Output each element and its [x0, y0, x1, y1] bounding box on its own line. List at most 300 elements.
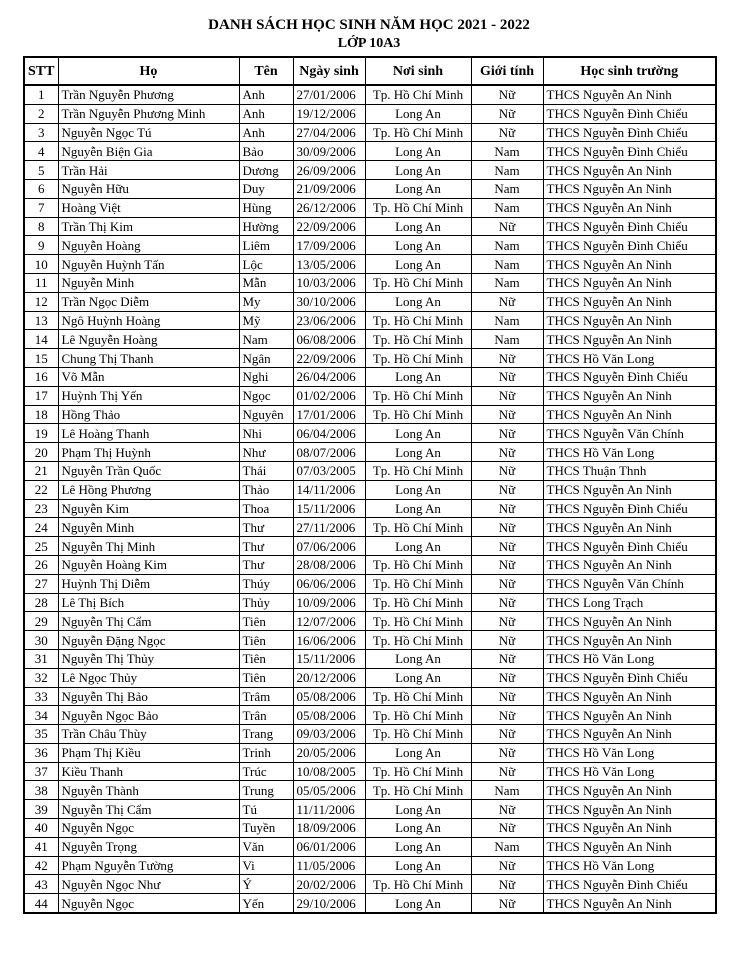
ho-cell: Nguyễn Thị Bảo [58, 687, 239, 706]
ngay-sinh-cell: 06/06/2006 [293, 574, 365, 593]
gioi-tinh-cell: Nam [471, 781, 543, 800]
ten-cell: Nguyên [239, 405, 293, 424]
stt-cell: 7 [24, 198, 58, 217]
ho-cell: Nguyễn Ngọc [58, 819, 239, 838]
column-header-noi-sinh: Nơi sinh [365, 57, 471, 85]
table-row [24, 499, 716, 518]
stt-cell: 14 [24, 330, 58, 349]
ten-cell: Anh [239, 123, 293, 142]
gioi-tinh-cell: Nữ [471, 649, 543, 668]
noi-sinh-cell: Long An [365, 668, 471, 687]
truong-cell: THCS Nguyễn Đình Chiểu [543, 123, 716, 142]
gioi-tinh-cell: Nam [471, 330, 543, 349]
ngay-sinh-cell: 26/09/2006 [293, 161, 365, 180]
ngay-sinh-cell: 09/03/2006 [293, 725, 365, 744]
ngay-sinh-cell: 06/08/2006 [293, 330, 365, 349]
ten-cell: Thủy [239, 593, 293, 612]
table-row [24, 743, 716, 762]
table-row [24, 781, 716, 800]
truong-cell: THCS Long Trạch [543, 593, 716, 612]
truong-cell: THCS Nguyễn Đình Chiểu [543, 537, 716, 556]
noi-sinh-cell: Tp. Hồ Chí Minh [365, 518, 471, 537]
noi-sinh-cell: Tp. Hồ Chí Minh [365, 405, 471, 424]
stt-cell: 31 [24, 649, 58, 668]
stt-cell: 20 [24, 443, 58, 462]
ten-cell: Trang [239, 725, 293, 744]
table-row [24, 424, 716, 443]
noi-sinh-cell: Tp. Hồ Chí Minh [365, 875, 471, 894]
stt-cell: 6 [24, 179, 58, 198]
ho-cell: Võ Mẫn [58, 367, 239, 386]
truong-cell: THCS Thuận Thnh [543, 461, 716, 480]
gioi-tinh-cell: Nữ [471, 743, 543, 762]
noi-sinh-cell: Tp. Hồ Chí Minh [365, 593, 471, 612]
stt-cell: 38 [24, 781, 58, 800]
ten-cell: Thảo [239, 480, 293, 499]
table-row [24, 386, 716, 405]
ngay-sinh-cell: 14/11/2006 [293, 480, 365, 499]
truong-cell: THCS Nguyễn An Ninh [543, 800, 716, 819]
stt-cell: 4 [24, 142, 58, 161]
table-row [24, 894, 716, 913]
gioi-tinh-cell: Nữ [471, 85, 543, 104]
noi-sinh-cell: Tp. Hồ Chí Minh [365, 725, 471, 744]
ho-cell: Nguyễn Ngọc Tú [58, 123, 239, 142]
noi-sinh-cell: Long An [365, 104, 471, 123]
gioi-tinh-cell: Nam [471, 198, 543, 217]
ngay-sinh-cell: 06/01/2006 [293, 837, 365, 856]
noi-sinh-cell: Tp. Hồ Chí Minh [365, 198, 471, 217]
table-row [24, 405, 716, 424]
gioi-tinh-cell: Nữ [471, 819, 543, 838]
noi-sinh-cell: Long An [365, 480, 471, 499]
noi-sinh-cell: Long An [365, 537, 471, 556]
ho-cell: Hoàng Việt [58, 198, 239, 217]
ho-cell: Nguyễn Minh [58, 518, 239, 537]
gioi-tinh-cell: Nữ [471, 706, 543, 725]
ngay-sinh-cell: 27/04/2006 [293, 123, 365, 142]
noi-sinh-cell: Tp. Hồ Chí Minh [365, 273, 471, 292]
stt-cell: 21 [24, 461, 58, 480]
table-row [24, 273, 716, 292]
stt-cell: 41 [24, 837, 58, 856]
ten-cell: Hùng [239, 198, 293, 217]
noi-sinh-cell: Tp. Hồ Chí Minh [365, 85, 471, 104]
truong-cell: THCS Nguyễn Đình Chiểu [543, 668, 716, 687]
ho-cell: Kiều Thanh [58, 762, 239, 781]
gioi-tinh-cell: Nữ [471, 461, 543, 480]
table-row [24, 461, 716, 480]
table-row [24, 236, 716, 255]
ten-cell: My [239, 292, 293, 311]
truong-cell: THCS Nguyễn An Ninh [543, 273, 716, 292]
truong-cell: THCS Nguyễn An Ninh [543, 837, 716, 856]
ho-cell: Huỳnh Thị Diễm [58, 574, 239, 593]
ngay-sinh-cell: 10/09/2006 [293, 593, 365, 612]
ten-cell: Thư [239, 555, 293, 574]
table-row [24, 179, 716, 198]
truong-cell: THCS Nguyễn An Ninh [543, 555, 716, 574]
stt-cell: 42 [24, 856, 58, 875]
ngay-sinh-cell: 13/05/2006 [293, 255, 365, 274]
noi-sinh-cell: Long An [365, 649, 471, 668]
noi-sinh-cell: Tp. Hồ Chí Minh [365, 612, 471, 631]
student-roster-table [23, 56, 717, 914]
column-header-truong: Học sinh trường [543, 57, 716, 85]
truong-cell: THCS Nguyễn An Ninh [543, 894, 716, 913]
noi-sinh-cell: Long An [365, 800, 471, 819]
ngay-sinh-cell: 17/09/2006 [293, 236, 365, 255]
noi-sinh-cell: Long An [365, 443, 471, 462]
ten-cell: Nam [239, 330, 293, 349]
table-row [24, 668, 716, 687]
ho-cell: Lê Ngọc Thủy [58, 668, 239, 687]
ten-cell: Nhi [239, 424, 293, 443]
stt-cell: 11 [24, 273, 58, 292]
table-row [24, 367, 716, 386]
noi-sinh-cell: Long An [365, 236, 471, 255]
ten-cell: Vi [239, 856, 293, 875]
ho-cell: Nguyễn Hoàng [58, 236, 239, 255]
column-header-stt: STT [24, 57, 58, 85]
ngay-sinh-cell: 06/04/2006 [293, 424, 365, 443]
class-label: LỚP 10A3 [337, 36, 401, 51]
ten-cell: Ngân [239, 349, 293, 368]
gioi-tinh-cell: Nữ [471, 480, 543, 499]
ngay-sinh-cell: 26/04/2006 [293, 367, 365, 386]
table-body [24, 85, 716, 913]
ngay-sinh-cell: 23/06/2006 [293, 311, 365, 330]
ten-cell: Tú [239, 800, 293, 819]
table-row [24, 725, 716, 744]
ten-cell: Ý [239, 875, 293, 894]
table-row [24, 819, 716, 838]
ngay-sinh-cell: 26/12/2006 [293, 198, 365, 217]
noi-sinh-cell: Tp. Hồ Chí Minh [365, 123, 471, 142]
noi-sinh-cell: Long An [365, 367, 471, 386]
ten-cell: Tuyền [239, 819, 293, 838]
stt-cell: 32 [24, 668, 58, 687]
stt-cell: 25 [24, 537, 58, 556]
gioi-tinh-cell: Nữ [471, 386, 543, 405]
noi-sinh-cell: Long An [365, 424, 471, 443]
stt-cell: 13 [24, 311, 58, 330]
ho-cell: Chung Thị Thanh [58, 349, 239, 368]
truong-cell: THCS Nguyễn An Ninh [543, 819, 716, 838]
table-row [24, 480, 716, 499]
ngay-sinh-cell: 22/09/2006 [293, 349, 365, 368]
noi-sinh-cell: Long An [365, 217, 471, 236]
ho-cell: Nguyễn Thị Thủy [58, 649, 239, 668]
gioi-tinh-cell: Nữ [471, 292, 543, 311]
ten-cell: Mẫn [239, 273, 293, 292]
stt-cell: 2 [24, 104, 58, 123]
column-header-ten: Tên [239, 57, 293, 85]
stt-cell: 35 [24, 725, 58, 744]
stt-cell: 1 [24, 85, 58, 104]
table-row [24, 142, 716, 161]
stt-cell: 9 [24, 236, 58, 255]
ho-cell: Lê Thị Bích [58, 593, 239, 612]
table-row [24, 537, 716, 556]
ngay-sinh-cell: 11/11/2006 [293, 800, 365, 819]
ten-cell: Như [239, 443, 293, 462]
stt-cell: 16 [24, 367, 58, 386]
truong-cell: THCS Nguyễn An Ninh [543, 518, 716, 537]
ngay-sinh-cell: 01/02/2006 [293, 386, 365, 405]
ho-cell: Lê Hồng Phương [58, 480, 239, 499]
ngay-sinh-cell: 27/01/2006 [293, 85, 365, 104]
column-header-ho: Họ [58, 57, 239, 85]
gioi-tinh-cell: Nam [471, 837, 543, 856]
ten-cell: Trinh [239, 743, 293, 762]
noi-sinh-cell: Long An [365, 819, 471, 838]
gioi-tinh-cell: Nam [471, 311, 543, 330]
ngay-sinh-cell: 05/05/2006 [293, 781, 365, 800]
ten-cell: Dương [239, 161, 293, 180]
table-header-row [24, 57, 716, 85]
truong-cell: THCS Nguyễn Đình Chiểu [543, 875, 716, 894]
ho-cell: Trần Nguyễn Phương Minh [58, 104, 239, 123]
stt-cell: 43 [24, 875, 58, 894]
table-row [24, 856, 716, 875]
stt-cell: 24 [24, 518, 58, 537]
noi-sinh-cell: Long An [365, 856, 471, 875]
stt-cell: 10 [24, 255, 58, 274]
stt-cell: 5 [24, 161, 58, 180]
noi-sinh-cell: Long An [365, 499, 471, 518]
table-row [24, 104, 716, 123]
ten-cell: Trâm [239, 687, 293, 706]
noi-sinh-cell: Long An [365, 161, 471, 180]
ngay-sinh-cell: 11/05/2006 [293, 856, 365, 875]
ngay-sinh-cell: 22/09/2006 [293, 217, 365, 236]
ho-cell: Trần Ngọc Diễm [58, 292, 239, 311]
ho-cell: Nguyễn Ngọc Bảo [58, 706, 239, 725]
truong-cell: THCS Nguyễn Đình Chiểu [543, 217, 716, 236]
ho-cell: Nguyễn Ngọc Như [58, 875, 239, 894]
noi-sinh-cell: Long An [365, 894, 471, 913]
ngay-sinh-cell: 08/07/2006 [293, 443, 365, 462]
gioi-tinh-cell: Nữ [471, 499, 543, 518]
stt-cell: 17 [24, 386, 58, 405]
gioi-tinh-cell: Nam [471, 273, 543, 292]
ten-cell: Văn [239, 837, 293, 856]
stt-cell: 29 [24, 612, 58, 631]
truong-cell: THCS Nguyễn An Ninh [543, 687, 716, 706]
stt-cell: 37 [24, 762, 58, 781]
table-row [24, 443, 716, 462]
truong-cell: THCS Nguyễn An Ninh [543, 311, 716, 330]
ngay-sinh-cell: 28/08/2006 [293, 555, 365, 574]
ngay-sinh-cell: 20/02/2006 [293, 875, 365, 894]
gioi-tinh-cell: Nữ [471, 217, 543, 236]
gioi-tinh-cell: Nữ [471, 574, 543, 593]
noi-sinh-cell: Tp. Hồ Chí Minh [365, 349, 471, 368]
noi-sinh-cell: Long An [365, 179, 471, 198]
gioi-tinh-cell: Nữ [471, 518, 543, 537]
gioi-tinh-cell: Nữ [471, 593, 543, 612]
gioi-tinh-cell: Nữ [471, 894, 543, 913]
gioi-tinh-cell: Nữ [471, 104, 543, 123]
gioi-tinh-cell: Nữ [471, 367, 543, 386]
ten-cell: Liêm [239, 236, 293, 255]
ho-cell: Hồng Thảo [58, 405, 239, 424]
truong-cell: THCS Nguyễn An Ninh [543, 292, 716, 311]
table-row [24, 593, 716, 612]
table-row [24, 123, 716, 142]
gioi-tinh-cell: Nữ [471, 612, 543, 631]
ho-cell: Trần Châu Thùy [58, 725, 239, 744]
ten-cell: Anh [239, 85, 293, 104]
ten-cell: Ngọc [239, 386, 293, 405]
table-row [24, 292, 716, 311]
stt-cell: 39 [24, 800, 58, 819]
noi-sinh-cell: Tp. Hồ Chí Minh [365, 781, 471, 800]
gioi-tinh-cell: Nữ [471, 725, 543, 744]
gioi-tinh-cell: Nam [471, 161, 543, 180]
ngay-sinh-cell: 27/11/2006 [293, 518, 365, 537]
stt-cell: 33 [24, 687, 58, 706]
table-row [24, 161, 716, 180]
gioi-tinh-cell: Nữ [471, 668, 543, 687]
table-row [24, 217, 716, 236]
truong-cell: THCS Hồ Văn Long [543, 649, 716, 668]
gioi-tinh-cell: Nữ [471, 537, 543, 556]
table-row [24, 687, 716, 706]
ten-cell: Trung [239, 781, 293, 800]
truong-cell: THCS Hồ Văn Long [543, 349, 716, 368]
gioi-tinh-cell: Nam [471, 179, 543, 198]
gioi-tinh-cell: Nữ [471, 762, 543, 781]
ho-cell: Ngô Huỳnh Hoàng [58, 311, 239, 330]
noi-sinh-cell: Long An [365, 255, 471, 274]
table-row [24, 330, 716, 349]
ten-cell: Trân [239, 706, 293, 725]
ho-cell: Nguyễn Hữu [58, 179, 239, 198]
ngay-sinh-cell: 20/05/2006 [293, 743, 365, 762]
ten-cell: Hường [239, 217, 293, 236]
stt-cell: 8 [24, 217, 58, 236]
noi-sinh-cell: Tp. Hồ Chí Minh [365, 762, 471, 781]
truong-cell: THCS Nguyễn An Ninh [543, 631, 716, 650]
stt-cell: 12 [24, 292, 58, 311]
table-row [24, 800, 716, 819]
ngay-sinh-cell: 17/01/2006 [293, 405, 365, 424]
ngay-sinh-cell: 20/12/2006 [293, 668, 365, 687]
ngay-sinh-cell: 30/09/2006 [293, 142, 365, 161]
noi-sinh-cell: Tp. Hồ Chí Minh [365, 311, 471, 330]
gioi-tinh-cell: Nam [471, 236, 543, 255]
stt-cell: 3 [24, 123, 58, 142]
stt-cell: 36 [24, 743, 58, 762]
table-row [24, 875, 716, 894]
truong-cell: THCS Nguyễn Văn Chính [543, 424, 716, 443]
gioi-tinh-cell: Nữ [471, 555, 543, 574]
table-row [24, 706, 716, 725]
gioi-tinh-cell: Nữ [471, 875, 543, 894]
table-row [24, 198, 716, 217]
stt-cell: 30 [24, 631, 58, 650]
truong-cell: THCS Nguyễn An Ninh [543, 330, 716, 349]
gioi-tinh-cell: Nữ [471, 443, 543, 462]
ho-cell: Phạm Nguyễn Tường [58, 856, 239, 875]
noi-sinh-cell: Tp. Hồ Chí Minh [365, 706, 471, 725]
ngay-sinh-cell: 05/08/2006 [293, 706, 365, 725]
ho-cell: Huỳnh Thị Yến [58, 386, 239, 405]
table-row [24, 518, 716, 537]
table-row [24, 255, 716, 274]
ten-cell: Thư [239, 537, 293, 556]
ten-cell: Tiên [239, 612, 293, 631]
gioi-tinh-cell: Nữ [471, 856, 543, 875]
noi-sinh-cell: Tp. Hồ Chí Minh [365, 687, 471, 706]
ngay-sinh-cell: 18/09/2006 [293, 819, 365, 838]
ho-cell: Nguyễn Kim [58, 499, 239, 518]
gioi-tinh-cell: Nữ [471, 405, 543, 424]
ho-cell: Trần Nguyễn Phương [58, 85, 239, 104]
gioi-tinh-cell: Nam [471, 255, 543, 274]
ho-cell: Nguyễn Trọng [58, 837, 239, 856]
ho-cell: Lê Hoàng Thanh [58, 424, 239, 443]
table-row [24, 837, 716, 856]
ten-cell: Trúc [239, 762, 293, 781]
ten-cell: Tiên [239, 649, 293, 668]
gioi-tinh-cell: Nữ [471, 424, 543, 443]
ngay-sinh-cell: 15/11/2006 [293, 649, 365, 668]
ho-cell: Nguyễn Thành [58, 781, 239, 800]
stt-cell: 23 [24, 499, 58, 518]
ngay-sinh-cell: 16/06/2006 [293, 631, 365, 650]
ho-cell: Nguyễn Thị Cẩm [58, 800, 239, 819]
truong-cell: THCS Hồ Văn Long [543, 762, 716, 781]
ten-cell: Tiên [239, 668, 293, 687]
gioi-tinh-cell: Nữ [471, 123, 543, 142]
ho-cell: Lê Nguyễn Hoàng [58, 330, 239, 349]
ngay-sinh-cell: 21/09/2006 [293, 179, 365, 198]
ten-cell: Thư [239, 518, 293, 537]
noi-sinh-cell: Long An [365, 743, 471, 762]
truong-cell: THCS Nguyễn Đình Chiểu [543, 142, 716, 161]
ten-cell: Duy [239, 179, 293, 198]
truong-cell: THCS Nguyễn An Ninh [543, 161, 716, 180]
truong-cell: THCS Nguyễn An Ninh [543, 405, 716, 424]
truong-cell: THCS Nguyễn An Ninh [543, 85, 716, 104]
ngay-sinh-cell: 12/07/2006 [293, 612, 365, 631]
ten-cell: Tiên [239, 631, 293, 650]
ho-cell: Nguyễn Thị Cẩm [58, 612, 239, 631]
ngay-sinh-cell: 30/10/2006 [293, 292, 365, 311]
stt-cell: 22 [24, 480, 58, 499]
noi-sinh-cell: Tp. Hồ Chí Minh [365, 555, 471, 574]
ten-cell: Lộc [239, 255, 293, 274]
table-row [24, 85, 716, 104]
ho-cell: Nguyễn Huỳnh Tấn [58, 255, 239, 274]
ho-cell: Nguyễn Thị Minh [58, 537, 239, 556]
column-header-gioi-tinh: Giới tính [471, 57, 543, 85]
truong-cell: THCS Nguyễn Đình Chiểu [543, 499, 716, 518]
truong-cell: THCS Nguyễn An Ninh [543, 179, 716, 198]
ten-cell: Nghi [239, 367, 293, 386]
stt-cell: 40 [24, 819, 58, 838]
column-header-ngay-sinh: Ngày sinh [293, 57, 365, 85]
truong-cell: THCS Nguyễn Văn Chính [543, 574, 716, 593]
truong-cell: THCS Nguyễn An Ninh [543, 706, 716, 725]
truong-cell: THCS Nguyễn An Ninh [543, 480, 716, 499]
noi-sinh-cell: Tp. Hồ Chí Minh [365, 574, 471, 593]
ten-cell: Thoa [239, 499, 293, 518]
truong-cell: THCS Hồ Văn Long [543, 856, 716, 875]
